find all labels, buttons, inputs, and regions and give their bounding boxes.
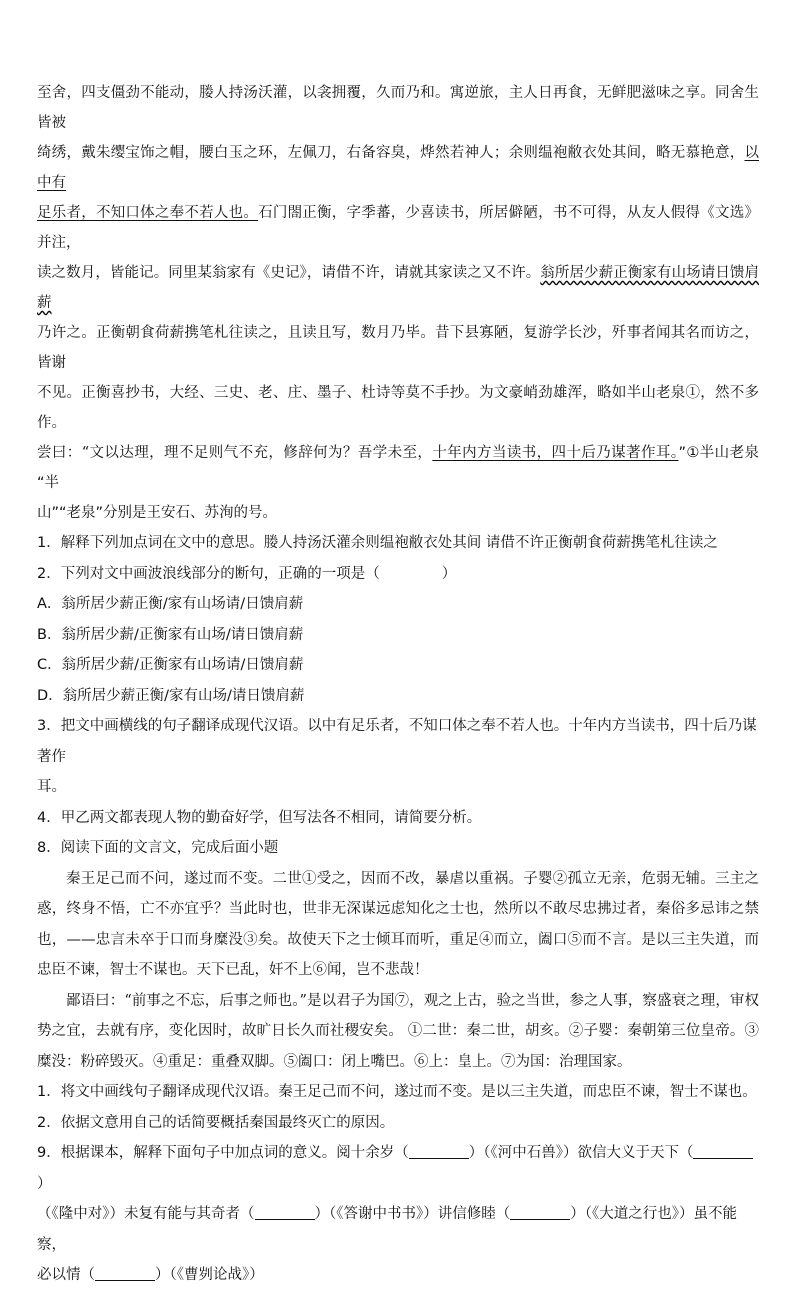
- question-4: 4．甲乙两文都表现人物的勤奋好学，但写法各不相同，请简要分析。: [37, 809, 482, 826]
- section-8-heading: 8．阅读下面的文言文，完成后面小题: [37, 840, 279, 856]
- underlined-sentence: 足乐者，不知口体之奉不若人也。: [37, 205, 259, 221]
- passage-line: 石门閤正衡，字季蕃，少喜读书，所居僻陋，书不可得，从友人假得《文选》并注，: [37, 205, 759, 251]
- option-c: C．翁所居少薪/正衡家有山场请/日馈肩薪: [37, 657, 304, 673]
- passage-text: 。二世①受之，因而不改，暴虐以重祸。子婴②孤立无亲，危弱无辅。三主之惑，终身不悟，亡不亦宜乎？当此时也，世非无深谋远虑知化之士也，然所以不敢尽忠拂过者，秦俗多忌讳之禁也，——忠言未卒于口而身糜没③矣。故使天下之士倾耳而听，重足④而立，阖口⑤而不言。: [37, 870, 759, 948]
- answer-blank[interactable]: [510, 1205, 570, 1220]
- passage-line: 尝曰：“文以达理，理不足则气不充，修辞何为？吾学未至，: [37, 445, 433, 461]
- passage-line: 乃许之。正衡朝食荷薪携笔札往读之，且读且写，数月乃毕。昔下县寡陋，复游学长沙，歼事者闻其名而访之，皆谢: [37, 325, 759, 371]
- passage-text: 。天下已乱，奸不上⑥闻，岂不悲哉！: [182, 962, 429, 978]
- exam-page: [37, 78, 759, 1291]
- passage-line: 读之数月，皆能记。同里某翁家有《史记》，请借不许，请就其家读之又不许。: [37, 265, 541, 281]
- passage-line: 至舍，四支僵劲不能动，媵人持汤沃灌，以衾拥覆，久而乃和。寓逆旅，主人日再食，无鲜肥滋味之享。同舍生皆被: [37, 85, 759, 131]
- underlined-sentence: 十年内方当读书，四十后乃谋著作耳。: [432, 445, 679, 461]
- question-3: 3．把文中画横线的句子翻译成现代汉语。以中有足乐者，不知口体之奉不若人也。十年内方当读书，四十后乃谋著作: [37, 718, 757, 765]
- question-8-2: 2．依据文意用自己的话简要概括秦国最终灭亡的原因。: [37, 1114, 395, 1131]
- passage-yi-para2: [37, 986, 759, 1078]
- question-3-cont: 耳。: [37, 779, 66, 795]
- question-text: ）（《曹刿论战》）: [155, 1267, 264, 1283]
- underlined-sentence: 以中有: [37, 145, 759, 191]
- passage-text: 遂过而不变: [184, 870, 258, 887]
- option-a: A．翁所居少薪正衡/家有山场请/日馈肩薪: [37, 596, 304, 612]
- question-text: （《隆中对》）未复有能与其奇者（: [37, 1206, 255, 1222]
- question-text: 必以情（: [37, 1267, 95, 1283]
- passage-jia: [37, 78, 759, 528]
- question-text: 9．根据课本，解释下面句子中加点词的意义。阅十余岁（: [37, 1145, 409, 1161]
- annotation-notes: ①二世：秦二世，胡亥。②子婴：秦朝第三位皇帝。③糜没：粉碎毁灭。④重足：重叠双脚。⑤阖口：闭上嘴巴。⑥上：皇上。⑦为国：治理国家。: [37, 1023, 759, 1070]
- option-b: B．翁所居少薪/正衡家有山场/请日馈肩薪: [37, 626, 304, 643]
- wavy-underlined-sentence: 翁所居少薪正衡家有山场请日馈肩薪: [37, 265, 760, 311]
- question-8-1: 1．将文中画线句子翻译成现代汉语。秦王足己而不问，遂过而不变。是以三主失道，而忠臣不谏，智士不谋也。: [37, 1084, 757, 1100]
- answer-blank[interactable]: [409, 1144, 469, 1159]
- question-2-text: 2．下列对文中画波浪线部分的断句，正确的一项是（: [37, 565, 380, 582]
- passage-line: 绮绣，戴朱缨宝饰之帽，腰白玉之环，左佩刀，右备容臭，烨然若神人；余则缊袍敝衣处其间，略无慕艳意，: [37, 145, 745, 161]
- passage-line: ”①半山老泉 “半: [37, 445, 759, 491]
- option-d: D．翁所居少薪正衡/家有山场/请日馈肩薪: [37, 687, 305, 704]
- answer-blank[interactable]: [255, 1205, 315, 1220]
- question-text: ）（《大道之行也》）虽不能察，: [37, 1206, 737, 1253]
- question-9: [37, 1138, 759, 1291]
- question-text: ）（《河中石兽》）欲信大义于天下（: [468, 1145, 694, 1161]
- footnote-line: 山”“老泉”分别是王安石、苏洵的号。: [37, 505, 278, 521]
- passage-text: 是以三主失道，而忠臣不谏，智士不谋也: [37, 931, 760, 978]
- passage-line: 不见。正衡喜抄书，大经、三史、老、庄、墨子、杜诗等莫不手抄。为文豪峭劲雄浑，略如半山老泉①，然不多作。: [37, 385, 759, 431]
- question-text: ）: [37, 1175, 52, 1192]
- answer-blank[interactable]: [95, 1266, 155, 1281]
- passage-yi-para1: [37, 864, 759, 986]
- question-text: ）（《答谢中书书》）讲信修睦（: [314, 1206, 511, 1222]
- passage-text: 秦王足己而不问，: [66, 870, 184, 887]
- answer-blank[interactable]: [693, 1144, 753, 1159]
- question-2: [37, 559, 759, 590]
- question-2-close: ）: [441, 565, 457, 582]
- passage-text: 鄙语曰：“前事之不忘，后事之师也。”是以君子为国⑦，观之上古，验之当世，参之人事，察盛衰之理，审权势之宜，去就有序，变化因时，故旷日长久而社稷安矣。: [37, 992, 759, 1039]
- question-1: 1．解释下列加点词在文中的意思。媵人持汤沃灌余则缊袍敝衣处其间 请借不许正衡朝食荷薪携笔札往读之: [37, 535, 718, 551]
